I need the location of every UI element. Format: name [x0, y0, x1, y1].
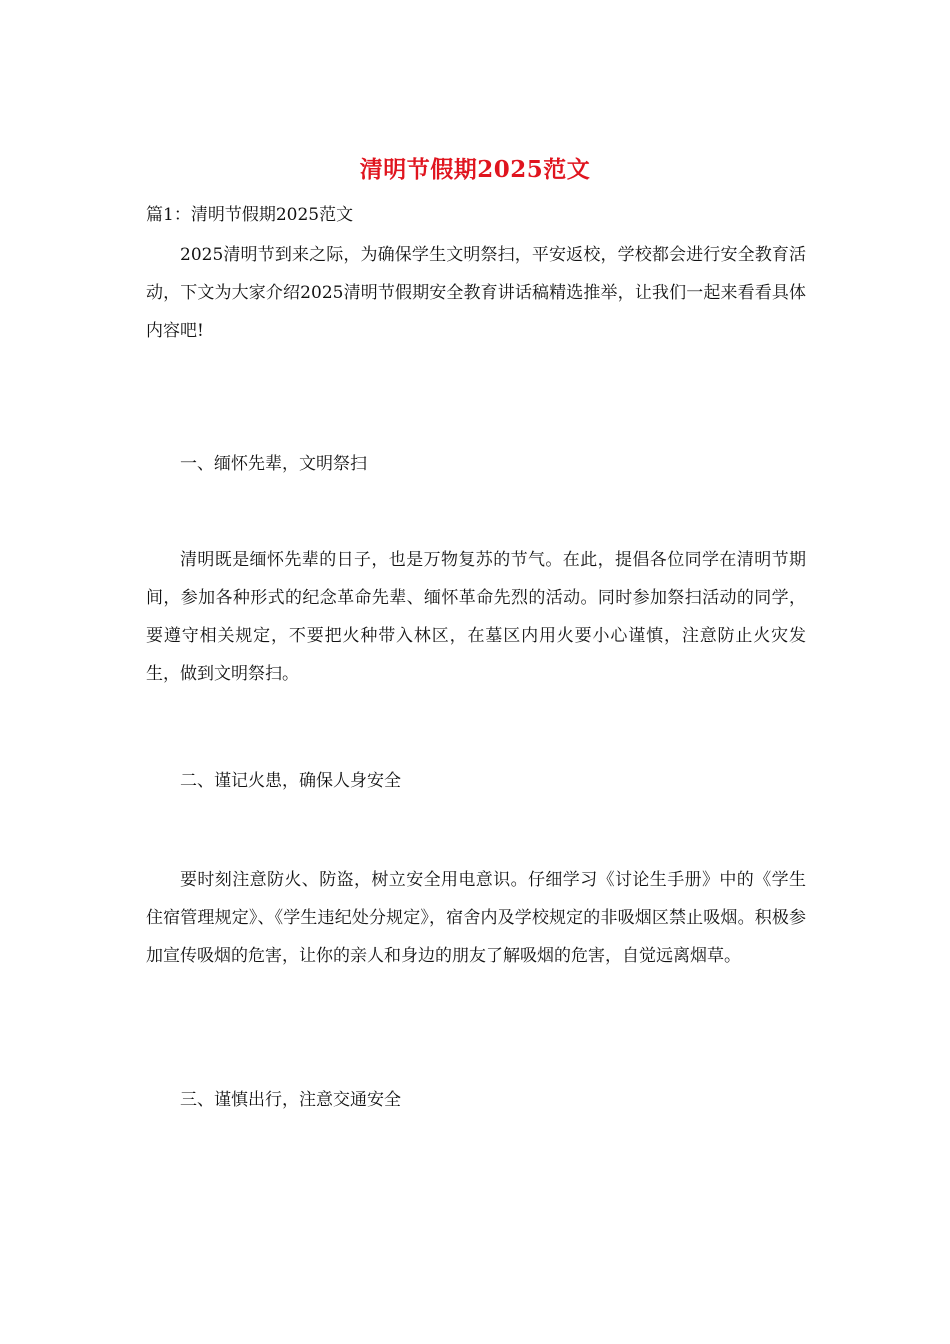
section-body-1: 清明既是缅怀先辈的日子，也是万物复苏的节气。在此，提倡各位同学在清明节期间，参加各种形式的纪念革命先辈、缅怀革命先烈的活动。同时参加祭扫活动的同学，要遵守相关规定，不要把火种带入林区，在墓区内用火要小心谨慎，注意防止火灾发生，做到文明祭扫。: [146, 550, 806, 684]
section-heading-3: 三、谨慎出行，注意交通安全: [180, 1090, 401, 1110]
document-title: 清明节假期2025范文: [359, 156, 591, 183]
section-heading-2: 二、谨记火患，确保人身安全: [180, 771, 401, 791]
section-heading-1: 一、缅怀先辈，文明祭扫: [180, 454, 367, 474]
section-body-2: 要时刻注意防火、防盗，树立安全用电意识。仔细学习《讨论生手册》中的《学生住宿管理规定》、《学生违纪处分规定》，宿舍内及学校规定的非吸烟区禁止吸烟。积极参加宣传吸烟的危害，让你的亲人和身边的朋友了解吸烟的危害，自觉远离烟草。: [146, 870, 806, 966]
intro-paragraph: 2025清明节到来之际，为确保学生文明祭扫，平安返校，学校都会进行安全教育活动，下文为大家介绍2025清明节假期安全教育讲话稿精选推举，让我们一起来看看具体内容吧!: [146, 245, 806, 341]
document-subtitle: 篇1：清明节假期2025范文: [146, 205, 354, 225]
